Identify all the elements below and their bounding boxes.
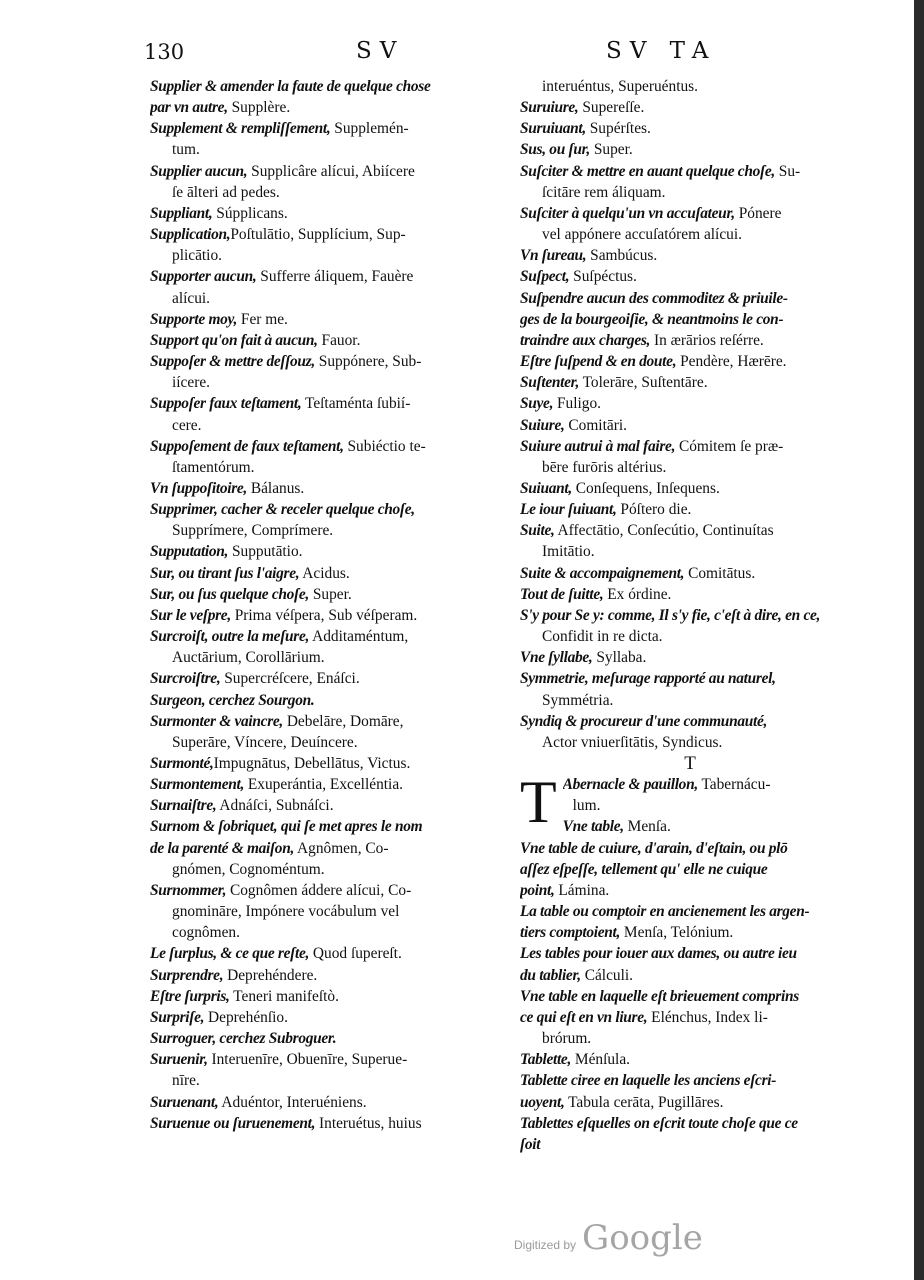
french-headword: Supplier & amender la faute de quelque chose <box>150 78 431 95</box>
latin-gloss: Suppónere, Sub- <box>314 353 422 371</box>
latin-gloss: Pendère, Hærēre. <box>676 353 787 371</box>
french-headword: Suppliant, <box>150 204 213 222</box>
french-headword: Suiure, <box>520 416 565 434</box>
dictionary-line <box>520 1007 860 1028</box>
french-headword: Supputation, <box>150 543 229 561</box>
french-headword: Support qu'on fait à aucun, <box>150 331 318 349</box>
dictionary-line <box>150 668 510 689</box>
dictionary-line <box>150 541 510 562</box>
dictionary-line <box>563 795 860 816</box>
dictionary-line <box>520 1134 860 1155</box>
dictionary-line <box>520 668 860 689</box>
french-headword: Tablette, <box>520 1051 572 1069</box>
dictionary-line <box>520 922 860 943</box>
latin-gloss: Acidus. <box>299 564 350 582</box>
dictionary-line <box>520 499 860 520</box>
latin-gloss: nīre. <box>172 1072 200 1090</box>
latin-gloss: Bálanus. <box>246 479 305 497</box>
latin-gloss: gnómen, Cognoméntum. <box>172 860 325 878</box>
dictionary-line <box>563 816 860 837</box>
dictionary-line <box>150 943 510 964</box>
latin-gloss: brórum. <box>542 1030 592 1048</box>
dictionary-line <box>520 626 860 647</box>
dictionary-line <box>520 139 860 160</box>
latin-gloss: Confidit in re dicta. <box>542 628 663 646</box>
french-headword: Supplier aucun, <box>150 162 248 180</box>
latin-gloss: Actor vniuerſitātis, Syndicus. <box>542 733 723 751</box>
dictionary-line <box>520 838 860 859</box>
google-logo: Google <box>582 1218 703 1258</box>
watermark-prefix: Digitized by <box>514 1238 577 1252</box>
latin-gloss: Subiéctio te- <box>343 437 426 455</box>
latin-gloss: Menſa, Telónium. <box>620 924 734 942</box>
latin-gloss: Cognômen áddere alícui, Co- <box>226 881 412 899</box>
french-headword: La table ou comptoir en ancienement les argen- <box>520 903 810 921</box>
latin-gloss: Interuétus, huius <box>315 1114 422 1132</box>
dictionary-line <box>150 605 510 626</box>
french-headword: Surcroiſtre, <box>150 670 221 688</box>
french-headword: Surpriſe, <box>150 1008 205 1026</box>
latin-gloss: Super. <box>308 585 352 603</box>
drop-cap: T <box>520 769 557 836</box>
french-headword: traindre aux charges, <box>520 331 651 349</box>
latin-gloss: cere. <box>172 416 202 434</box>
french-headword: Suruenant, <box>150 1093 219 1111</box>
dictionary-line <box>520 478 860 499</box>
french-headword: Surnaiſtre, <box>150 797 217 815</box>
dictionary-line <box>150 372 510 393</box>
french-headword: Le ſurplus, & ce que reſte, <box>150 945 310 963</box>
latin-gloss: Debelāre, Domāre, <box>282 712 404 730</box>
latin-gloss: alícui. <box>172 289 211 307</box>
latin-gloss: Comitāri. <box>564 416 627 434</box>
french-headword: Suppoſement de faux teſtament, <box>150 437 344 455</box>
latin-gloss: Aduéntor, Interuéniens. <box>218 1093 367 1111</box>
latin-gloss: Cómitem ſe præ- <box>675 437 784 455</box>
dictionary-line <box>150 711 510 732</box>
french-headword: Tablette ciree en laquelle les anciens eſcri- <box>520 1072 777 1090</box>
left-column <box>150 76 510 1134</box>
latin-gloss: Cálculi. <box>580 966 633 984</box>
french-headword: Vne ſyllabe, <box>520 649 593 667</box>
dictionary-line <box>150 520 510 541</box>
french-headword: ſoit <box>520 1135 541 1153</box>
dictionary-line <box>150 1070 510 1091</box>
latin-gloss: Fuligo. <box>553 395 602 413</box>
dictionary-line <box>520 1092 860 1113</box>
french-headword: Suſciter & mettre en auant quelque choſe, <box>520 162 775 180</box>
french-headword: Surgeon, cerchez Sourgon. <box>150 691 315 709</box>
french-headword: Sur, ou tirant ſus l'aigre, <box>150 564 300 582</box>
french-headword: Suppoſer faux teſtament, <box>150 395 302 413</box>
dictionary-line <box>150 732 510 753</box>
french-headword: Suite, <box>520 522 555 540</box>
latin-gloss: Menſa. <box>623 818 671 836</box>
dictionary-line <box>150 499 510 520</box>
latin-gloss: Poſtulātio, Supplícium, Sup- <box>230 226 406 244</box>
french-headword: Suye, <box>520 395 554 413</box>
latin-gloss: Quod ſupereſt. <box>309 945 402 963</box>
dictionary-line <box>150 753 510 774</box>
dictionary-line <box>150 1113 510 1134</box>
dictionary-line <box>520 943 860 964</box>
latin-gloss: interuéntus, Superuéntus. <box>542 78 699 95</box>
french-headword: aſſez eſpeſſe, tellement qu' elle ne cuique <box>520 860 768 878</box>
latin-gloss: Fer me. <box>237 310 288 328</box>
latin-gloss: Super. <box>589 141 633 159</box>
french-headword: Vn ſureau, <box>520 247 587 265</box>
dictionary-line <box>150 690 510 711</box>
french-headword: Supporter aucun, <box>150 268 257 286</box>
latin-gloss: vel appónere accuſatórem alícui. <box>542 226 742 244</box>
right-column <box>520 76 860 1155</box>
dictionary-line <box>520 732 860 753</box>
latin-gloss: plicātio. <box>172 247 223 265</box>
dictionary-line <box>520 605 860 626</box>
latin-gloss: Agnômen, Co- <box>294 839 389 857</box>
dictionary-line <box>150 795 510 816</box>
dictionary-line <box>150 288 510 309</box>
dictionary-line <box>520 118 860 139</box>
dictionary-line <box>520 224 860 245</box>
latin-gloss: Tabernácu- <box>697 776 771 794</box>
dictionary-line <box>520 372 860 393</box>
french-headword: Eſtre ſurpris, <box>150 987 230 1005</box>
french-headword: Sur le veſpre, <box>150 606 231 624</box>
dictionary-line <box>150 647 510 668</box>
french-headword: point, <box>520 881 555 899</box>
latin-gloss: Conſequens, Inſequens. <box>571 479 720 497</box>
latin-gloss: Exuperántia, Excelléntia. <box>244 776 403 794</box>
running-head-left: SV <box>356 38 405 64</box>
dictionary-line <box>150 393 510 414</box>
dictionary-line <box>520 245 860 266</box>
dictionary-line <box>150 816 510 837</box>
french-headword: Surnommer, <box>150 881 227 899</box>
latin-gloss: Supereſſe. <box>578 99 645 117</box>
latin-gloss: cognômen. <box>172 924 240 942</box>
latin-gloss: Supplemén- <box>330 120 409 138</box>
dictionary-line <box>520 203 860 224</box>
latin-gloss: ſe ālteri ad pedes. <box>172 183 280 201</box>
latin-gloss: Supplère. <box>227 99 291 117</box>
dictionary-line <box>520 330 860 351</box>
french-headword: Suruenue ou ſuruenement, <box>150 1114 316 1132</box>
dictionary-line <box>150 266 510 287</box>
dictionary-line <box>150 436 510 457</box>
french-headword: Sus, ou ſur, <box>520 141 590 159</box>
dictionary-line <box>520 309 860 330</box>
french-headword: Suppoſer & mettre deſſouz, <box>150 353 315 371</box>
french-headword: de la parenté & maiſon, <box>150 839 295 857</box>
latin-gloss: Sufferre áliquem, Fauère <box>256 268 414 286</box>
latin-gloss: Syllaba. <box>592 649 647 667</box>
french-headword: ce qui eſt en vn liure, <box>520 1008 648 1026</box>
dictionary-line <box>520 436 860 457</box>
french-headword: ges de la bourgeoiſie, & neantmoins le con- <box>520 310 784 328</box>
dictionary-line <box>520 1070 860 1091</box>
dictionary-line <box>520 457 860 478</box>
french-headword: uoyent, <box>520 1093 565 1111</box>
french-headword: du tablier, <box>520 966 581 984</box>
french-headword: Symmetrie, meſurage rapporté au naturel, <box>520 670 776 688</box>
latin-gloss: bēre furōris altérius. <box>542 458 667 476</box>
french-headword: Le iour ſuiuant, <box>520 501 617 519</box>
dictionary-line <box>150 626 510 647</box>
french-headword: tiers comptoient, <box>520 924 621 942</box>
latin-gloss: Lámina. <box>554 881 610 899</box>
french-headword: Suruiure, <box>520 99 579 117</box>
french-headword: Surprendre, <box>150 966 224 984</box>
latin-gloss: Symmétria. <box>542 691 614 709</box>
latin-gloss: Impugnātus, Debellātus, Victus. <box>213 755 411 772</box>
french-headword: Tout de ſuitte, <box>520 585 604 603</box>
dictionary-line <box>520 986 860 1007</box>
dictionary-line <box>563 774 860 795</box>
dictionary-line <box>150 986 510 1007</box>
dictionary-line <box>150 1007 510 1028</box>
dictionary-line <box>150 880 510 901</box>
dictionary-line <box>520 351 860 372</box>
latin-gloss: Teſtaménta ſubií- <box>301 395 411 413</box>
dictionary-line <box>150 922 510 943</box>
dictionary-line <box>150 245 510 266</box>
latin-gloss: Affectātio, Conſecútio, Continuítas <box>554 522 774 540</box>
dictionary-line <box>520 266 860 287</box>
dictionary-line <box>520 1028 860 1049</box>
french-headword: Abernacle & pauillon, <box>562 776 698 794</box>
latin-gloss: In ærārios reſérre. <box>650 331 764 349</box>
latin-gloss: Additaméntum, <box>309 628 409 646</box>
dictionary-line <box>150 478 510 499</box>
french-headword: Surmonter & vaincre, <box>150 712 283 730</box>
french-headword: Tablettes eſquelles on eſcrit toute choſe que ce <box>520 1114 798 1132</box>
latin-gloss: Ex órdine. <box>603 585 672 603</box>
latin-gloss: Su- <box>774 162 801 180</box>
french-headword: Les tables pour iouer aux dames, ou autre ieu <box>520 945 797 963</box>
digitized-watermark <box>514 1218 703 1258</box>
latin-gloss: gnomināre, Impónere vocábulum vel <box>172 903 400 921</box>
latin-gloss: Póſtero die. <box>616 501 692 519</box>
french-headword: Vne table de cuiure, d'arain, d'eſtain, ou plō <box>520 839 788 857</box>
dictionary-line <box>150 330 510 351</box>
french-headword: Surnom & ſobriquet, qui ſe met apres le nom <box>150 818 423 836</box>
dictionary-line <box>150 563 510 584</box>
dictionary-line <box>520 880 860 901</box>
latin-gloss: Deprehéndere. <box>223 966 318 984</box>
latin-gloss: Supprímere, Comprímere. <box>172 522 334 540</box>
page-edge-shadow <box>914 0 924 1280</box>
latin-gloss: ſtamentórum. <box>172 458 255 476</box>
dictionary-line <box>520 901 860 922</box>
french-headword: Sur, ou ſus quelque choſe, <box>150 585 309 603</box>
dictionary-line <box>520 541 860 562</box>
dictionary-line <box>150 415 510 436</box>
dictionary-line <box>520 76 860 97</box>
dictionary-line <box>150 182 510 203</box>
dictionary-line <box>520 859 860 880</box>
latin-gloss: Súpplicans. <box>212 204 288 222</box>
dictionary-line <box>520 393 860 414</box>
latin-gloss: Supputātio. <box>228 543 303 561</box>
french-headword: Suiure autrui à mal faire, <box>520 437 676 455</box>
page-number: 130 <box>144 40 185 64</box>
french-headword: par vn autre, <box>150 99 228 117</box>
french-headword: Surmontement, <box>150 776 245 794</box>
latin-gloss: Tabula cerāta, Pugillāres. <box>564 1093 724 1111</box>
dictionary-line <box>150 1028 510 1049</box>
dictionary-line <box>150 97 510 118</box>
french-headword: Suſpect, <box>520 268 570 286</box>
french-headword: Vne table en laquelle eſt brieuement comprins <box>520 987 799 1005</box>
section-letter-heading: T <box>684 753 696 774</box>
french-headword: S'y pour Se y: comme, Il s'y fie, c'eſt à dire, en ce, <box>520 606 821 624</box>
latin-gloss: Adnáſci, Subnáſci. <box>216 797 334 815</box>
latin-gloss: Sambúcus. <box>586 247 658 265</box>
french-headword: Suruiuant, <box>520 120 586 138</box>
french-headword: Suiuant, <box>520 479 572 497</box>
latin-gloss: iícere. <box>172 374 211 392</box>
dictionary-line <box>150 224 510 245</box>
dictionary-line <box>150 1049 510 1070</box>
latin-gloss: Comitātus. <box>684 564 756 582</box>
french-headword: Supporte moy, <box>150 310 238 328</box>
french-headword: Surroguer, cerchez Subroguer. <box>150 1030 337 1048</box>
french-headword: Suſpendre aucun des commoditez & priuile- <box>520 289 788 307</box>
latin-gloss: Supercréſcere, Enáſci. <box>220 670 360 688</box>
latin-gloss: Superāre, Víncere, Deuíncere. <box>172 733 358 751</box>
latin-gloss: Auctārium, Corollārium. <box>172 649 325 667</box>
dictionary-line <box>150 457 510 478</box>
dictionary-line <box>150 965 510 986</box>
latin-gloss: Pónere <box>734 204 782 222</box>
latin-gloss: tum. <box>172 141 200 159</box>
dictionary-line <box>520 288 860 309</box>
french-headword: Vn ſuppoſitoire, <box>150 479 247 497</box>
dictionary-line <box>150 139 510 160</box>
dictionary-line <box>150 118 510 139</box>
latin-gloss: Deprehénſio. <box>204 1008 288 1026</box>
latin-gloss: Fauor. <box>317 331 361 349</box>
french-headword: Supprimer, cacher & receler quelque choſe, <box>150 501 415 519</box>
dictionary-line <box>150 351 510 372</box>
t-section-entries <box>520 838 860 1155</box>
dictionary-line <box>520 1049 860 1070</box>
latin-gloss: Supérſtes. <box>585 120 651 138</box>
dictionary-line <box>150 309 510 330</box>
dictionary-line <box>520 97 860 118</box>
dictionary-line <box>150 774 510 795</box>
dictionary-line <box>520 1113 860 1134</box>
latin-gloss: Ménſula. <box>571 1051 631 1069</box>
french-headword: Syndiq & procureur d'une communauté, <box>520 712 768 730</box>
french-headword: Surcroiſt, outre la meſure, <box>150 628 310 646</box>
dictionary-line <box>520 415 860 436</box>
latin-gloss: lum. <box>572 797 601 815</box>
latin-gloss: Interuenīre, Obuenīre, Superue- <box>207 1051 408 1069</box>
t-section-opening <box>520 769 860 837</box>
french-headword: Supplement & rempliſſement, <box>150 120 331 138</box>
dictionary-line <box>150 584 510 605</box>
dictionary-line <box>520 182 860 203</box>
french-headword: Suruenir, <box>150 1051 208 1069</box>
french-headword: Vne table, <box>562 818 624 836</box>
dictionary-line <box>520 520 860 541</box>
dictionary-line <box>520 584 860 605</box>
dictionary-line <box>150 1092 510 1113</box>
dictionary-line <box>520 690 860 711</box>
latin-gloss: Suſpéctus. <box>569 268 637 286</box>
dictionary-line <box>150 838 510 859</box>
latin-gloss: Elénchus, Index li- <box>647 1008 768 1026</box>
latin-gloss: Tolerāre, Suſtentāre. <box>579 374 708 392</box>
latin-gloss: Prima véſpera, Sub véſperam. <box>230 606 418 624</box>
dictionary-line <box>520 161 860 182</box>
french-headword: Surmonté, <box>150 755 214 772</box>
french-headword: Supplication, <box>150 226 231 244</box>
running-head-right: SV TA <box>606 38 717 64</box>
latin-gloss: Imitātio. <box>542 543 595 561</box>
french-headword: Eſtre ſuſpend & en doute, <box>520 353 677 371</box>
dictionary-line <box>520 965 860 986</box>
dictionary-line <box>150 203 510 224</box>
latin-gloss: ſcitāre rem áliquam. <box>542 183 666 201</box>
dictionary-line <box>520 647 860 668</box>
right-column-entries <box>520 76 860 753</box>
french-headword: Suſtenter, <box>520 374 580 392</box>
dictionary-line <box>150 859 510 880</box>
french-headword: Suite & accompaignement, <box>520 564 685 582</box>
dictionary-line <box>520 563 860 584</box>
dictionary-line <box>150 901 510 922</box>
latin-gloss: Supplicâre alícui, Abiícere <box>247 162 415 180</box>
dictionary-line <box>150 161 510 182</box>
latin-gloss: Teneri manifeſtò. <box>229 987 339 1005</box>
dictionary-line <box>520 711 860 732</box>
french-headword: Suſciter à quelqu'un vn accuſateur, <box>520 204 735 222</box>
dictionary-line <box>150 76 510 97</box>
